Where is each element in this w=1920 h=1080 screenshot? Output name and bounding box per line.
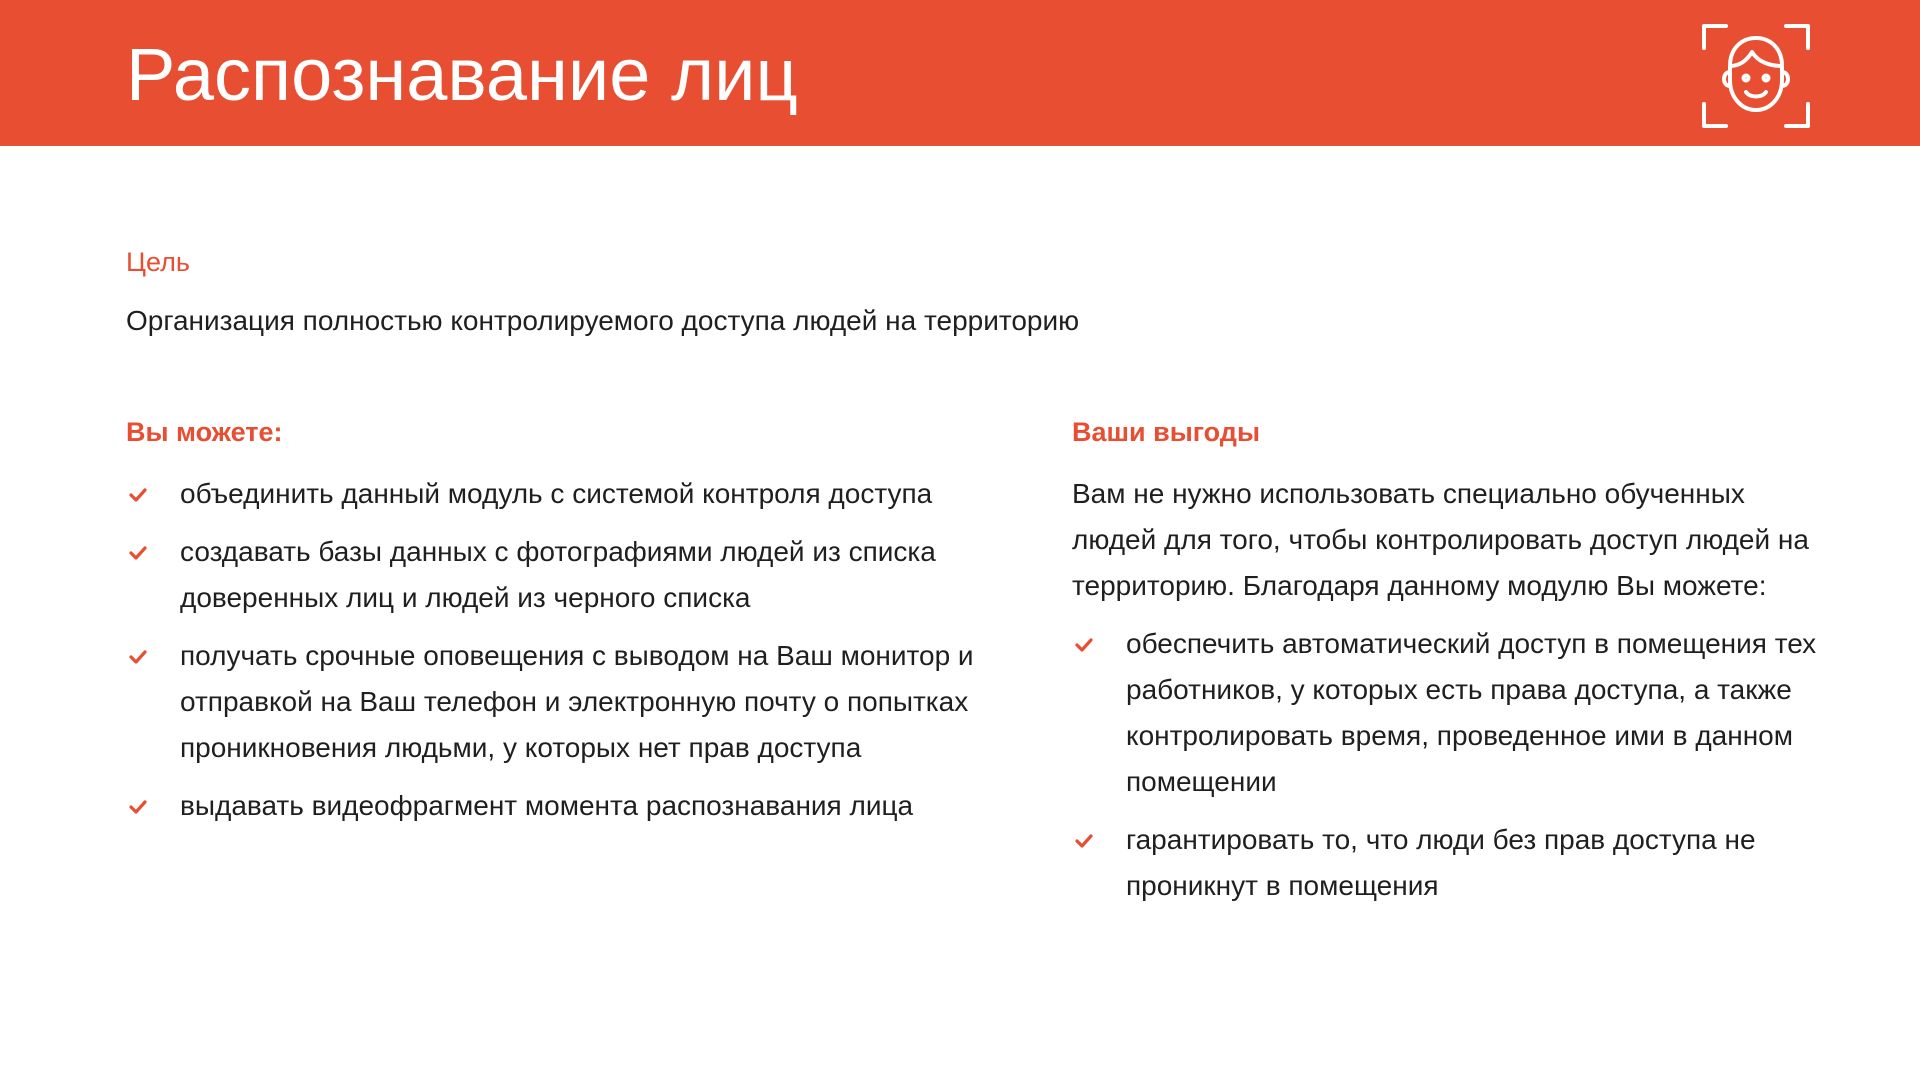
checkmark-icon [128, 487, 148, 503]
list-item-text: создавать базы данных с фотографиями людей из списка доверенных лиц и людей из черного списка [180, 536, 936, 613]
list-item [1072, 621, 1832, 805]
list-item [126, 471, 1006, 517]
page-title: Распознавание лиц [126, 33, 798, 116]
checkmark-icon [128, 649, 148, 665]
list-item-text: выдавать видеофрагмент момента распознавания лица [180, 790, 914, 821]
checkmark-icon [1074, 637, 1094, 653]
right-column-heading: Ваши выгоды [1072, 417, 1260, 447]
checkmark-icon [1074, 833, 1094, 849]
list-item [126, 529, 1006, 621]
face-recognition-icon [1700, 22, 1812, 130]
list-item-text: гарантировать то, что люди без прав доступа не проникнут в помещения [1126, 824, 1756, 901]
left-bullet-list [126, 471, 1006, 829]
right-column [1072, 415, 1832, 921]
goal-label: Цель [126, 247, 190, 277]
goal-text: Организация полностью контролируемого доступа людей на территорию [126, 305, 1080, 336]
header-bar [0, 0, 1920, 146]
list-item-text: объединить данный модуль с системой контроля доступа [180, 478, 933, 509]
left-column-heading: Вы можете: [126, 417, 283, 447]
list-item [126, 633, 1006, 771]
list-item [126, 783, 1006, 829]
list-item-text: получать срочные оповещения с выводом на Ваш монитор и отправкой на Ваш телефон и электронную почту о попытках проникновения людьми, у которых нет прав доступа [180, 640, 974, 763]
list-item [1072, 817, 1832, 909]
list-item-text: обеспечить автоматический доступ в помещения тех работников, у которых есть права доступа, а также контролировать время, проведенное ими в данном помещении [1126, 628, 1817, 797]
left-column [126, 415, 1006, 841]
benefits-intro: Вам не нужно использовать специально обученных людей для того, чтобы контролировать доступ людей на территорию. Благодаря данному модулю Вы можете: [1072, 478, 1809, 601]
right-bullet-list [1072, 621, 1832, 909]
checkmark-icon [128, 799, 148, 815]
checkmark-icon [128, 545, 148, 561]
